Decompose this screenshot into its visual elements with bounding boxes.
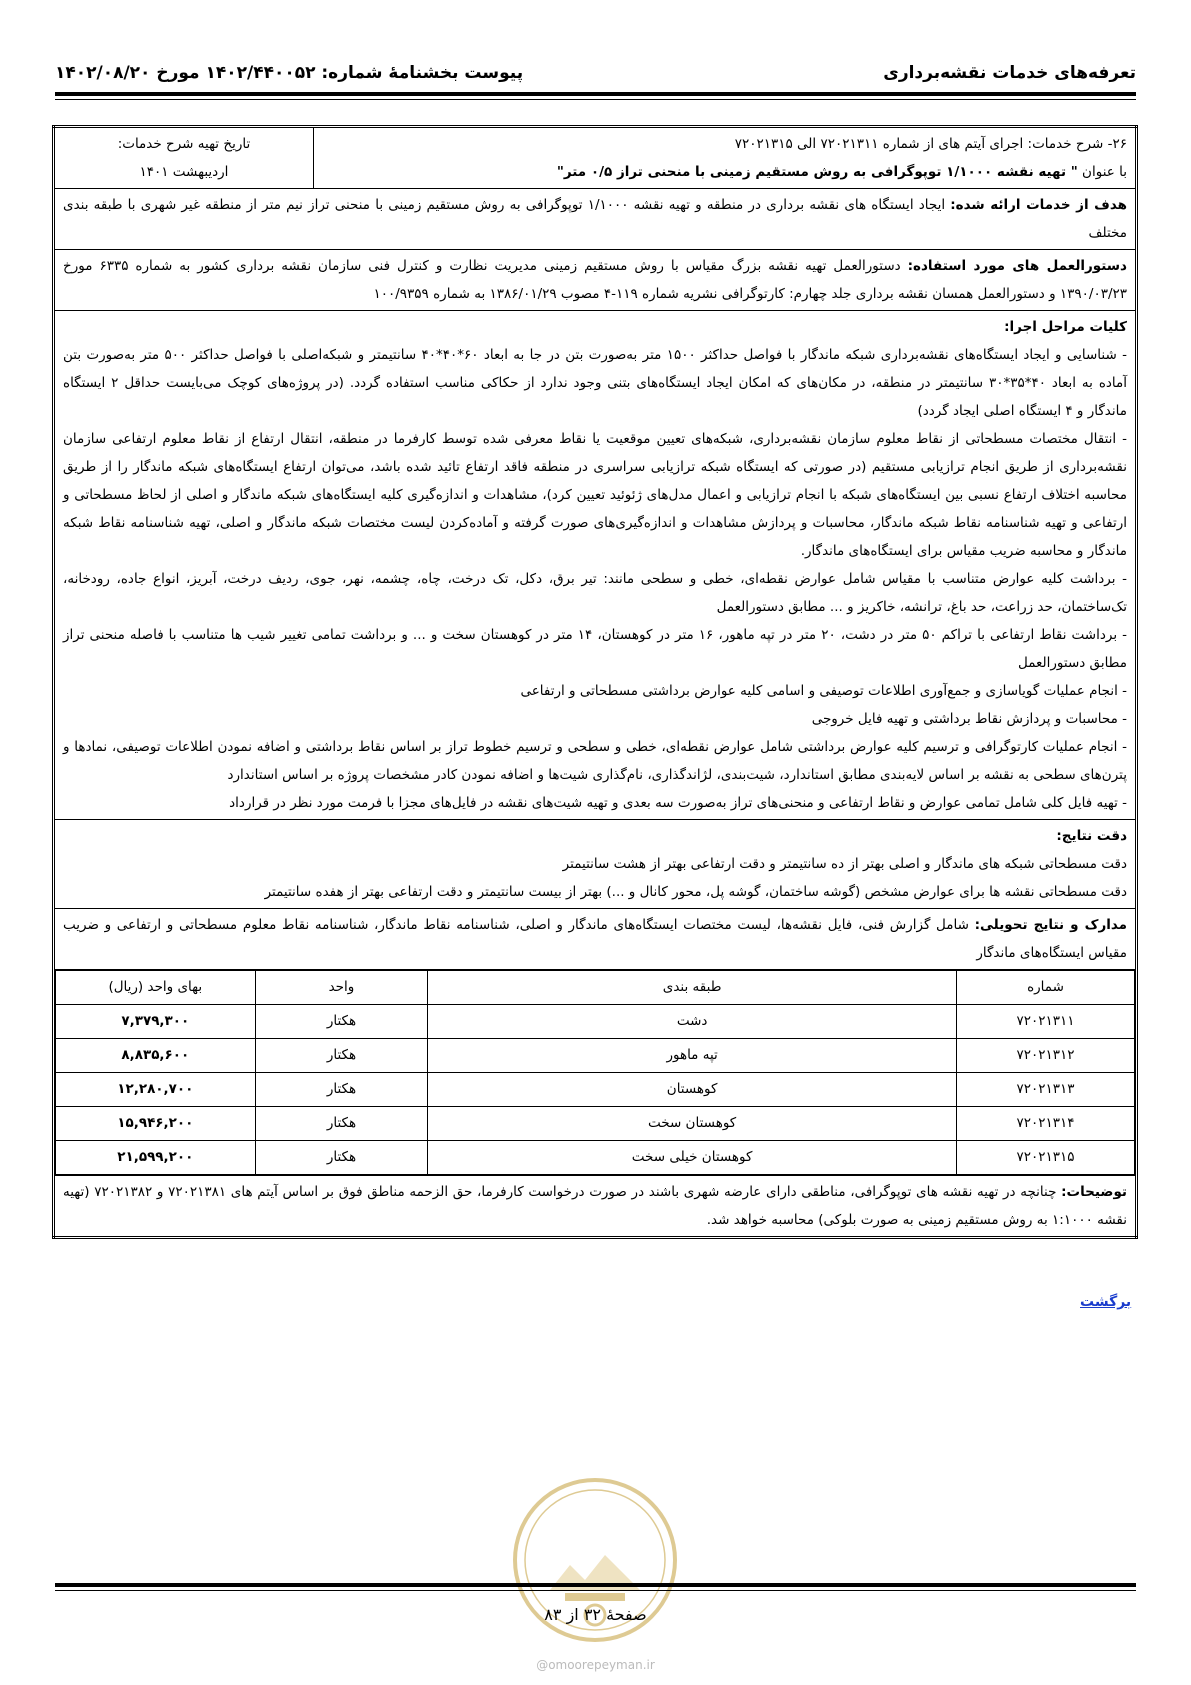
column-header-category: طبقه بندی xyxy=(428,971,957,1005)
item-price: ۷,۳۷۹,۳۰۰ xyxy=(56,1005,256,1039)
item-category: کوهستان خیلی سخت xyxy=(428,1141,957,1175)
instructions-cell xyxy=(54,250,1137,311)
table-row xyxy=(56,1005,1135,1039)
service-line-1: ۲۶- شرح خدمات: اجرای آیتم های از شماره ۷۲۰۲۱۳۱۱ الی ۷۲۰۲۱۳۱۵ xyxy=(734,136,1127,152)
accuracy-item: دقت مسطحاتی شبکه های ماندگار و اصلی بهتر از ده سانتیمتر و دقت ارتفاعی بهتر از هشت سانتیمتر xyxy=(562,856,1127,872)
step-item: - انجام عملیات کارتوگرافی و ترسیم کلیه عوارض برداشتی شامل عوارض نقطه‌ای، خطی و سطحی و ترسیم خطوط تراز بر اساس نقاط برداشتی و اضافه نمودن اطلاعات توصیفی، نمادها و پترن‌های سطحی به نقشه بر اساس لایه‌بندی مطابق استاندارد، شیت‌بندی، لژاندگذاری، نام‌گذاری شیت‌ها و اضافه نمودن کادر مشخصات پروژه بر اساس استاندارد xyxy=(63,739,1127,783)
item-number: ۷۲۰۲۱۳۱۳ xyxy=(956,1073,1134,1107)
instructions-label: دستورالعمل های مورد استفاده: xyxy=(907,258,1127,274)
item-price: ۸,۸۳۵,۶۰۰ xyxy=(56,1039,256,1073)
column-header-price: بهای واحد (ریال) xyxy=(56,971,256,1005)
deliverables-text: شامل گزارش فنی، فایل نقشه‌ها، لیست مختصات ایستگاه‌های ماندگار و اصلی، شناسنامه نقاط ماندگار، شناسنامه نقاط معلوم مسطحاتی و ارتفاعی و ضریب مقیاس ایستگاه‌های ماندگار xyxy=(63,917,1127,961)
header-rule-thin xyxy=(55,99,1136,100)
step-item: - تهیه فایل کلی شامل تمامی عوارض و نقاط ارتفاعی و منحنی‌های تراز به‌صورت سه بعدی و تهیه شیت‌های نقشه در فایل‌های مجزا با فرمت مورد نظر در قرارداد xyxy=(229,795,1127,811)
item-number: ۷۲۰۲۱۳۱۱ xyxy=(956,1005,1134,1039)
steps-row xyxy=(54,311,1137,820)
item-category: تپه ماهور xyxy=(428,1039,957,1073)
logo-base-bar xyxy=(565,1593,625,1601)
header-reference: پیوست بخشنامۀ شماره: ۱۴۰۲/۴۴۰۰۵۲ مورخ ۱۴۰۲/۰۸/۲۰ xyxy=(55,63,524,83)
site-watermark-text: @omoorepeyman.ir xyxy=(536,1658,655,1672)
instructions-row xyxy=(54,250,1137,311)
item-category: کوهستان سخت xyxy=(428,1107,957,1141)
step-item: - انتقال مختصات مسطحاتی از نقاط معلوم سازمان نقشه‌برداری، شبکه‌های تعیین موقعیت یا نقاط معرفی شده توسط کارفرما در منطقه، انتقال ارتفاع از نقاط معلوم ارتفاعی سازمان نقشه‌برداری از طریق انجام ترازیابی مستقیم (در صورتی که ایستگاه شبکه ترازیابی سراسری در منطقه فاقد ارتفاع تائید شده باشد، می‌توان ارتفاع ایستگاه‌های شبکه ماندگار را از طریق محاسبه اختلاف ارتفاع نسبی بین ایستگاه‌های شبکه با انجام ترازیابی و اعمال مدل‌های ژئوئید تعیین کرد)، مشاهدات و اندازه‌گیری کلیه ایستگاه‌های شبکه ماندگار و اصلی از لحاظ مسطحاتی و ارتفاعی و تهیه شناسنامه نقاط شبکه ماندگار، محاسبات و پردازش مشاهدات و اندازه‌گیری‌های صورت گرفته و آماده‌کردن لیست مختصات شبکه ماندگار و اصلی، تهیه شناسنامه نقاط شبکه ماندگار و محاسبه ضریب مقیاس برای ایستگاه‌های ماندگار. xyxy=(63,431,1127,559)
date-value: اردیبهشت ۱۴۰۱ xyxy=(139,164,229,180)
item-price: ۱۵,۹۴۶,۲۰۰ xyxy=(56,1107,256,1141)
price-table-cell xyxy=(54,970,1137,1176)
column-header-unit: واحد xyxy=(255,971,428,1005)
notes-cell xyxy=(54,1176,1137,1238)
item-unit: هکتار xyxy=(255,1073,428,1107)
item-unit: هکتار xyxy=(255,1141,428,1175)
notes-label: توضیحات: xyxy=(1061,1184,1127,1200)
item-price: ۱۲,۲۸۰,۷۰۰ xyxy=(56,1073,256,1107)
footer-rule-thin xyxy=(55,1590,1136,1591)
deliverables-row xyxy=(54,909,1137,970)
goal-cell xyxy=(54,189,1137,250)
table-row xyxy=(56,1107,1135,1141)
service-title-row xyxy=(54,127,1137,189)
service-title: " تهیه نقشه ۱/۱۰۰۰ توپوگرافی به روش مستقیم زمینی با منحنی تراز ۰/۵ متر" xyxy=(556,164,1078,180)
item-category: کوهستان xyxy=(428,1073,957,1107)
back-link[interactable]: برگشت xyxy=(1080,1294,1132,1310)
deliverables-cell xyxy=(54,909,1137,970)
notes-row xyxy=(54,1176,1137,1238)
accuracy-label: دقت نتایج: xyxy=(1056,828,1127,844)
goal-row xyxy=(54,189,1137,250)
date-cell xyxy=(54,127,314,189)
item-unit: هکتار xyxy=(255,1005,428,1039)
table-row xyxy=(56,1039,1135,1073)
price-table xyxy=(55,970,1135,1175)
item-number: ۷۲۰۲۱۳۱۲ xyxy=(956,1039,1134,1073)
step-item: - برداشت کلیه عوارض متناسب با مقیاس شامل عوارض نقطه‌ای، خطی و سطحی مانند: تیر برق، دکل، تک درخت، چاه، چشمه، نهر، جوی، ردیف درخت، آبریز، انواع جاده، رودخانه، تک‌ساختمان، حد زراعت، حد باغ، ترانشه، خاکریز و ... مطابق دستورالعمل xyxy=(63,571,1127,615)
steps-label: کلیات مراحل اجرا: xyxy=(1004,319,1127,335)
item-number: ۷۲۰۲۱۳۱۴ xyxy=(956,1107,1134,1141)
header-rule xyxy=(55,92,1136,96)
service-line-2 xyxy=(322,158,1127,186)
service-title-prefix: با عنوان xyxy=(1077,164,1127,180)
accuracy-row xyxy=(54,820,1137,909)
notes-text: چنانچه در تهیه نقشه های توپوگرافی، مناطقی دارای عارضه شهری باشند در صورت درخواست کارفرما، حق الزحمه مناطق فوق بر اساس آیتم های ۷۲۰۲۱۳۸۱ و ۷۲۰۲۱۳۸۲ (تهیه نقشه ۱:۱۰۰۰ به روش مستقیم زمینی به صورت بلوکی) محاسبه خواهد شد. xyxy=(63,1184,1127,1228)
page-header xyxy=(55,58,1136,88)
footer-rule xyxy=(55,1583,1136,1587)
date-label: تاریخ تهیه شرح خدمات: xyxy=(117,136,251,152)
service-title-cell xyxy=(313,127,1136,189)
header-title: تعرفه‌های خدمات نقشه‌برداری xyxy=(883,63,1136,83)
goal-label: هدف از خدمات ارائه شده: xyxy=(950,197,1127,213)
column-header-number: شماره xyxy=(956,971,1134,1005)
steps-cell xyxy=(54,311,1137,820)
service-description-table xyxy=(52,125,1138,1239)
table-row xyxy=(56,1141,1135,1175)
step-item: - انجام عملیات گویاسازی و جمع‌آوری اطلاعات توصیفی و اسامی کلیه عوارض برداشتی مسطحاتی و ارتفاعی xyxy=(520,683,1127,699)
accuracy-cell xyxy=(54,820,1137,909)
item-unit: هکتار xyxy=(255,1107,428,1141)
step-item: - برداشت نقاط ارتفاعی با تراکم ۵۰ متر در دشت، ۲۰ متر در تپه ماهور، ۱۶ متر در کوهستان، ۱۴ متر در کوهستان سخت و ... و برداشت تمامی تغییر شیب ها متناسب با فاصله منحنی تراز مطابق دستورالعمل xyxy=(63,627,1128,671)
item-price: ۲۱,۵۹۹,۲۰۰ xyxy=(56,1141,256,1175)
step-item: - محاسبات و پردازش نقاط برداشتی و تهیه فایل خروجی xyxy=(811,711,1127,727)
item-number: ۷۲۰۲۱۳۱۵ xyxy=(956,1141,1134,1175)
instructions-text: دستورالعمل تهیه نقشه بزرگ مقیاس با روش مستقیم زمینی مدیریت نظارت و کنترل فنی سازمان نقشه برداری کشور به شماره ۶۳۳۵ مورخ ۱۳۹۰/۰۳/۲۳ و دستورالعمل همسان نقشه برداری جلد چهارم: کارتوگرافی نشریه شماره ۱۱۹-۴ مصوب ۱۳۸۶/۰۱/۲۹ به شماره ۱۰۰/۹۳۵۹ xyxy=(63,258,1127,302)
step-item: - شناسایی و ایجاد ایستگاه‌های نقشه‌برداری شبکه ماندگار با فواصل حداکثر ۱۵۰۰ متر به‌صورت بتن در جا به ابعاد ۶۰*۴۰*۴۰ سانتیمتر و شبکه‌اصلی با فواصل حداکثر ۵۰۰ متر به‌صورت بتن آماده به ابعاد ۴۰*۳۵*۳۰ سانتیمتر در منطقه، در مکان‌های که امکان ایجاد ایستگاه‌های بتنی وجود ندارد از حکاکی مناسب استفاده گردد. (در پروژه‌های کوچک می‌بایست حداقل ۲ ایستگاه ماندگار و ۴ ایستگاه اصلی ایجاد گردد) xyxy=(63,347,1128,419)
price-table-row xyxy=(54,970,1137,1176)
table-row xyxy=(56,1073,1135,1107)
goal-text: ایجاد ایستگاه های نقشه برداری در منطقه و تهیه نقشه ۱/۱۰۰۰ توپوگرافی به روش مستقیم زمینی با منحنی تراز نیم متر از منطقه غیر شهری با طبقه بندی مختلف xyxy=(63,197,1127,241)
page-number: صفحۀ ۳۲ از ۸۳ xyxy=(544,1605,647,1624)
accuracy-item: دقت مسطحاتی نقشه ها برای عوارض مشخص (گوشه ساختمان، گوشه پل، محور کانال و ...) بهتر از بیست سانتیمتر و دقت ارتفاعی بهتر از هفده سانتیمتر xyxy=(264,884,1127,900)
deliverables-label: مدارک و نتایج تحویلی: xyxy=(974,917,1128,933)
item-unit: هکتار xyxy=(255,1039,428,1073)
item-category: دشت xyxy=(428,1005,957,1039)
price-table-header xyxy=(56,971,1135,1005)
